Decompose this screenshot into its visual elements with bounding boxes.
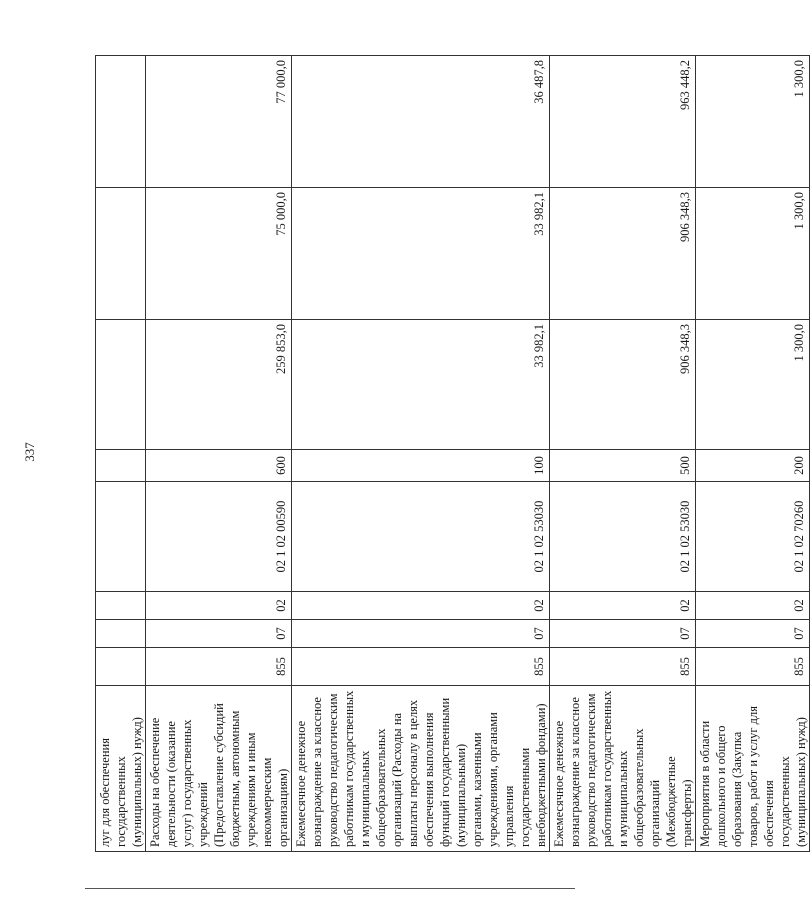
row-description: Мероприятия в области дошкольного и общего образования (Закупка товаров, работ и услуг для обеспечения государственных (муниципальных) нужд) [696,686,810,852]
section-cell [96,620,146,648]
page-number: 337 [22,442,37,462]
admin-code-cell: 855 [146,648,292,686]
admin-code-cell: 855 [292,648,550,686]
target-article-cell: 02 1 02 53030 [292,482,550,592]
target-article-cell: 02 1 02 00590 [146,482,292,592]
expense-type-cell: 200 [696,450,810,482]
table-row [292,56,550,852]
row-description: Ежемесячное денежное вознаграждение за классное руководство педагогическим работникам государственных и муниципальных общеобразовательных организаций (Расходы на выплаты персоналу в целях обеспечения выполнения функций государственными (муниципальными) органами, казенными учреждениями, органами управления государственными внебюджетными фондами) [292,686,550,852]
subsection-cell: 02 [550,592,696,620]
row-description: луг для обеспечения государственных (муниципальных) нужд) [96,686,146,852]
expense-type-cell: 100 [292,450,550,482]
row-description: Ежемесячное денежное вознаграждение за классное руководство педагогическим работникам государственных и муниципальных общеобразовательных организаций (Межбюджетные трансферты) [550,686,696,852]
amount-year2-cell: 906 348,3 [550,188,696,320]
admin-code-cell: 855 [696,648,810,686]
section-cell: 07 [550,620,696,648]
budget-table-area [95,56,808,852]
target-article-cell: 02 1 02 70260 [696,482,810,592]
section-cell: 07 [292,620,550,648]
budget-table [95,55,810,852]
amount-year3-cell: 1 300,0 [696,56,810,188]
amount-year2-cell [96,188,146,320]
amount-year2-cell: 75 000,0 [146,188,292,320]
expense-type-cell [96,450,146,482]
subsection-cell: 02 [696,592,810,620]
amount-year1-cell: 1 300,0 [696,320,810,450]
amount-year1-cell [96,320,146,450]
target-article-cell: 02 1 02 53030 [550,482,696,592]
amount-year3-cell: 77 000,0 [146,56,292,188]
table-row [550,56,696,852]
subsection-cell: 02 [146,592,292,620]
row-description: Расходы на обеспечение деятельности (оказание услуг) государственных учреждений (Предоставление субсидий бюджетным, автономным учреждениям и иным некоммерческим организациям) [146,686,292,852]
amount-year1-cell: 33 982,1 [292,320,550,450]
amount-year3-cell: 963 448,2 [550,56,696,188]
table-row [146,56,292,852]
amount-year3-cell [96,56,146,188]
admin-code-cell [96,648,146,686]
table-row [696,56,810,852]
expense-type-cell: 600 [146,450,292,482]
amount-year3-cell: 36 487,8 [292,56,550,188]
table-row [96,56,146,852]
amount-year1-cell: 259 853,0 [146,320,292,450]
target-article-cell [96,482,146,592]
amount-year1-cell: 906 348,3 [550,320,696,450]
subsection-cell: 02 [292,592,550,620]
admin-code-cell: 855 [550,648,696,686]
rotated-table-container [95,56,808,852]
expense-type-cell: 500 [550,450,696,482]
section-cell: 07 [146,620,292,648]
amount-year2-cell: 1 300,0 [696,188,810,320]
section-cell: 07 [696,620,810,648]
amount-year2-cell: 33 982,1 [292,188,550,320]
bottom-rule-line [85,888,575,889]
subsection-cell [96,592,146,620]
